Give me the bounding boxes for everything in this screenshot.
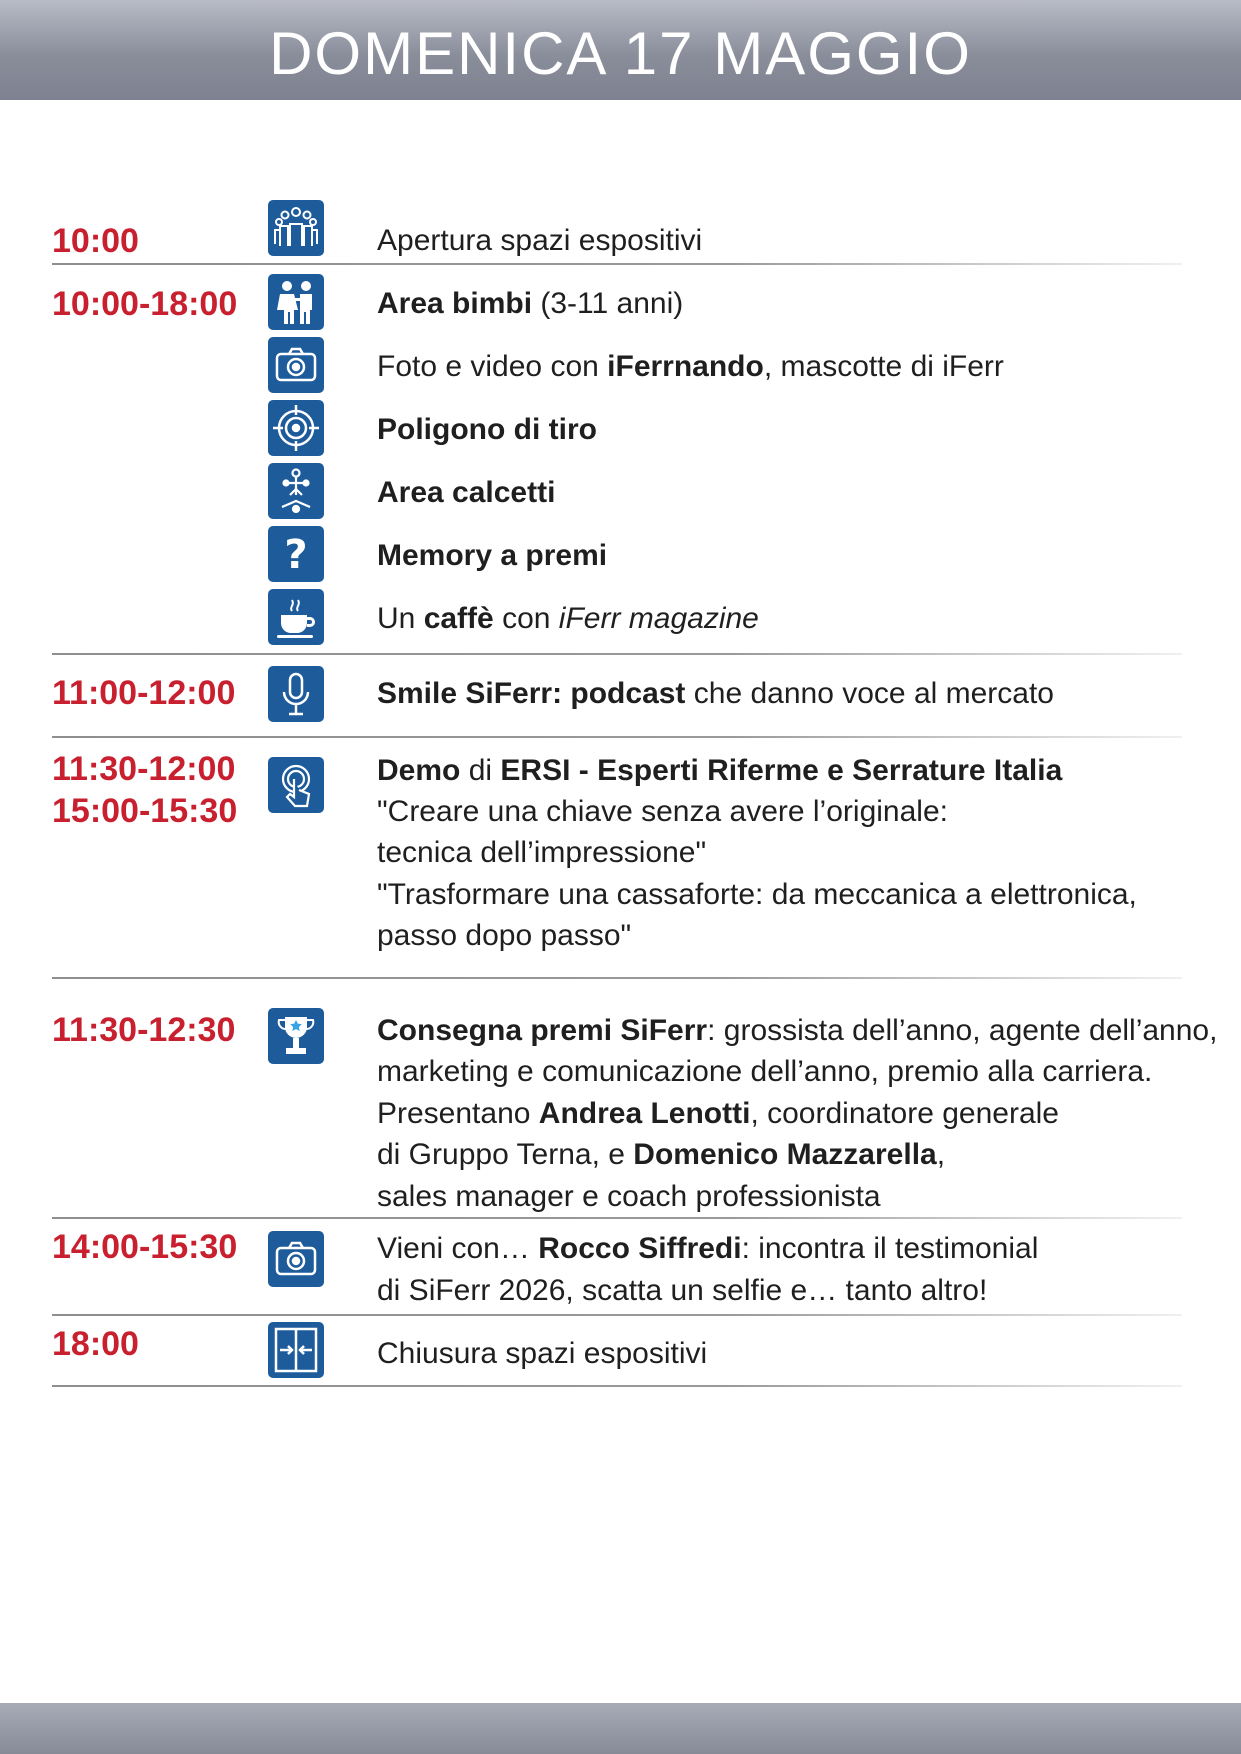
event-text	[377, 1134, 945, 1176]
event-text-pre: di Gruppo Terna, e	[377, 1138, 634, 1171]
event-text-bold: caffè	[423, 602, 494, 635]
event-text	[377, 750, 1062, 792]
event-text-mid: di	[460, 754, 501, 787]
event-text	[377, 535, 607, 577]
header-band	[0, 0, 1241, 100]
time-label: 11:30-12:00	[52, 750, 236, 788]
event-text	[377, 673, 1054, 715]
event-text-bold: Andrea Lenotti	[538, 1097, 751, 1130]
event-text: sales manager e coach professionista	[377, 1180, 881, 1213]
event-text: "Creare una chiave senza avere l’originale:	[377, 795, 948, 828]
event-text	[377, 346, 1004, 388]
event-text-rest: : grossista dell’anno, agente dell’anno,	[707, 1014, 1218, 1047]
camera-icon	[268, 1231, 324, 1287]
event-text-bold: iFerrnando	[607, 350, 764, 383]
event-text: Chiusura spazi espositivi	[377, 1337, 708, 1370]
event-text	[377, 598, 759, 640]
trophy-icon	[268, 1008, 324, 1064]
time-label: 10:00-18:00	[52, 285, 238, 323]
event-text: "Trasformare una cassaforte: da meccanica a elettronica,	[377, 878, 1137, 911]
time-label: 18:00	[52, 1325, 139, 1363]
event-text-bold: ERSI - Esperti Riferme e Serrature Italia	[500, 754, 1063, 787]
camera-icon	[268, 337, 324, 393]
event-text-bold: Memory a premi	[377, 539, 608, 572]
event-text: marketing e comunicazione dell’anno, premio alla carriera.	[377, 1055, 1153, 1088]
event-text-post: : incontra il testimonial	[741, 1232, 1039, 1265]
event-text-bold: Smile SiFerr: podcast	[377, 677, 686, 710]
event-text	[377, 472, 555, 514]
question-icon	[268, 526, 324, 582]
event-text-bold: Area calcetti	[377, 476, 556, 509]
event-text-bold: Poligono di tiro	[377, 413, 597, 446]
event-text-pre: Foto e video con	[377, 350, 608, 383]
divider	[52, 1385, 1182, 1387]
event-text	[377, 409, 597, 451]
divider	[52, 736, 1182, 738]
event-text-post: , coordinatore generale	[750, 1097, 1059, 1130]
divider	[52, 1217, 1182, 1219]
event-text-bold: Rocco Siffredi	[538, 1232, 742, 1265]
event-text-pre: Vieni con…	[377, 1232, 539, 1265]
divider	[52, 977, 1182, 979]
touch-icon	[268, 757, 324, 813]
event-text-bold: Domenico Mazzarella	[633, 1138, 937, 1171]
doors-icon	[268, 1322, 324, 1378]
microphone-icon	[268, 666, 324, 722]
event-text-rest: (3-11 anni)	[532, 287, 684, 320]
event-text: Apertura spazi espositivi	[377, 224, 703, 257]
event-text-mid: con	[493, 602, 559, 635]
event-text: tecnica dell’impressione"	[377, 836, 707, 869]
event-text-bold: Area bimbi	[377, 287, 533, 320]
svg-text:?: ?	[284, 532, 308, 578]
event-text-post: , mascotte di iFerr	[763, 350, 1004, 383]
page-title: DOMENICA 17 MAGGIO	[269, 19, 972, 87]
event-text-italic: iFerr magazine	[558, 602, 759, 635]
event-text	[377, 283, 683, 325]
event-text: passo dopo passo"	[377, 919, 632, 952]
event-text-bold: Consegna premi SiFerr	[377, 1014, 708, 1047]
footer-band	[0, 1703, 1241, 1754]
time-label: 11:00-12:00	[52, 674, 236, 712]
people-group-icon	[268, 200, 324, 256]
coffee-cup-icon	[268, 589, 324, 645]
time-label: 14:00-15:30	[52, 1228, 238, 1266]
event-text	[377, 1228, 1038, 1270]
time-label: 11:30-12:30	[52, 1011, 236, 1049]
event-text-pre: Un	[377, 602, 424, 635]
event-text-bold: Demo	[377, 754, 461, 787]
divider	[52, 1314, 1182, 1316]
time-label: 15:00-15:30	[52, 792, 238, 830]
event-text: di SiFerr 2026, scatta un selfie e… tanto altro!	[377, 1274, 988, 1307]
divider	[52, 653, 1182, 655]
children-icon	[268, 274, 324, 330]
event-text	[377, 1093, 1059, 1135]
event-text-pre: Presentano	[377, 1097, 539, 1130]
time-label: 10:00	[52, 222, 139, 260]
target-icon	[268, 400, 324, 456]
divider	[52, 263, 1182, 265]
foosball-icon	[268, 463, 324, 519]
event-text	[377, 1010, 1217, 1052]
event-text-post: ,	[936, 1138, 946, 1171]
event-text-rest: che danno voce al mercato	[685, 677, 1054, 710]
